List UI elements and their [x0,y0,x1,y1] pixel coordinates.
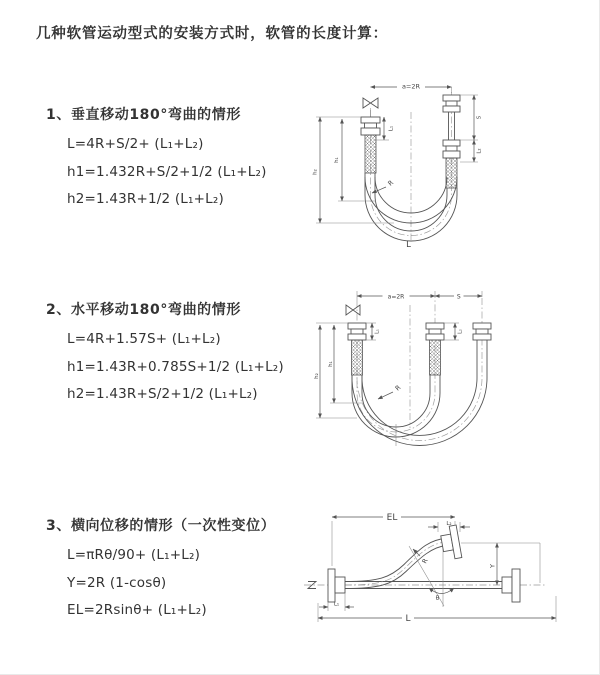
page-title: 几种软管运动型式的安装方式时，软管的长度计算： [36,26,388,42]
section-3-heading: 3、横向位移的情形（一次性变位） [46,518,276,534]
right-fitting-moved [473,323,491,340]
dim-label-el: EL [386,513,398,523]
dim-label-s: S [476,115,483,120]
formula-line: h1=1.432R+S/2+1/2 (L₁+L₂) [67,163,267,180]
dim-label-a2r: a=2R [387,293,405,301]
dim-label-l1: L₁ [333,601,340,608]
braided-hose-section [352,340,363,375]
braided-hose-section [446,158,457,188]
radius-label: R [393,383,403,393]
section-lateral-displacement [46,515,316,625]
hose-centerline-moved [345,542,447,585]
hose-wall-moved [345,546,447,589]
formula-line: EL=2Rsinθ+ (L₁+L₂) [67,602,207,618]
dim-label-a2r: a=2R [401,82,421,91]
formula-line: L=4R+S/2+ (L₁+L₂) [67,136,204,152]
angle-label: θ [435,595,440,602]
braided-hose-section [365,135,376,173]
dim-label-h2: h₂ [312,169,319,175]
diagram-lateral-displacement [295,500,595,645]
dim-label-l2: L₂ [446,521,452,527]
valve-icon [363,98,378,108]
section-vertical-movement [46,104,316,214]
right-flange-original [502,569,520,602]
braided-hose-section [430,340,441,375]
dim-label-l2: L₂ [457,329,464,334]
hose-wall-moved [362,340,477,435]
radius-label: R [420,557,430,565]
dim-label-l1: L₁ [388,125,395,132]
dim-label-h1: h₁ [328,361,334,367]
dim-label-h1: h₁ [334,157,340,163]
left-fitting [348,323,366,340]
formula-line: h1=1.43R+0.785S+1/2 (L₁+L₂) [67,358,284,375]
formula-line: Y=2R (1-cosθ) [67,574,167,591]
dim-label-l2: L₂ [476,148,483,154]
hose-centerline-moved [357,298,482,441]
radius-label: R [386,178,396,188]
length-label: L [406,240,411,250]
left-fitting [361,117,380,135]
formula-line: L=πRθ/90+ (L₁+L₂) [67,547,201,563]
middle-fitting [426,323,444,340]
hose-centerline [357,300,435,432]
radius-leader [378,392,393,399]
dim-label-l1: L₁ [374,329,381,334]
section-horizontal-movement [46,299,316,409]
hose-wall-moved [345,539,446,582]
dim-label-h2: h₂ [314,373,320,379]
valve-icon [346,305,360,315]
formula-line: L=4R+1.57S+ (L₁+L₂) [67,331,221,347]
formula-line: h2=1.43R+S/2+1/2 (L₁+L₂) [67,386,258,402]
diagram-vertical-180-bend [295,72,595,262]
section-1-heading: 1、垂直移动180°弯曲的情形 [46,107,241,123]
diagram-horizontal-180-bend [295,280,600,470]
length-label: L [405,614,411,624]
section-2-heading: 2、水平移动180°弯曲的情形 [46,302,241,318]
formula-line: h2=1.43R+1/2 (L₁+L₂) [67,191,224,207]
dim-label-y: Y [488,564,497,568]
left-flange [328,569,345,602]
radius-leader [372,187,386,193]
dim-label-s: S [456,293,461,301]
